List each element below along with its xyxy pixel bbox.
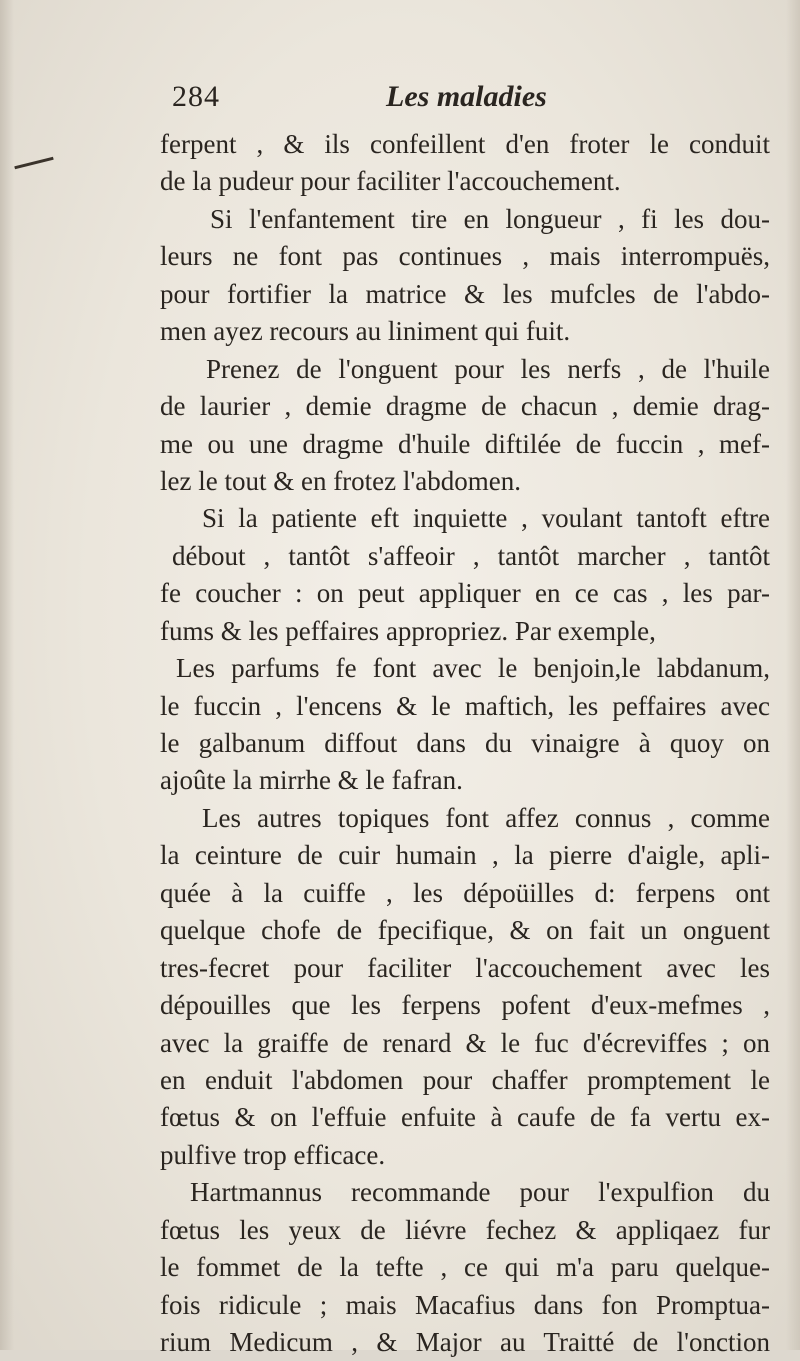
text-line: rium Medicum , & Major au Traitté de l'onction (160, 1327, 770, 1357)
page-edge-right (786, 0, 800, 1350)
text-line: de la pudeur pour faciliter l'accouchement. (160, 166, 621, 197)
page-edge-left (0, 0, 14, 1350)
text-line: ajoûte la mirrhe & le fafran. (160, 765, 463, 796)
text-line: en enduit l'abdomen pour chaffer promptement le (160, 1064, 770, 1095)
text-line: fœtus & on l'effuie enfuite à caufe de fa vertu ex- (160, 1102, 770, 1133)
text-line: me ou une dragme d'huile diftilée de fuccin , mef- (160, 428, 770, 459)
text-line: men ayez recours au liniment qui fuit. (160, 316, 571, 347)
text-line: pour fortifier la matrice & les mufcles de l'abdo- (160, 278, 770, 309)
text-line: Prenez de l'onguent pour les nerfs , de l'huile (206, 353, 770, 384)
ink-mark (14, 155, 54, 170)
text-line: fums & les peffaires appropriez. Par exemple, (160, 615, 656, 646)
text-line: pulfive trop efficace. (160, 1139, 386, 1170)
text-line: le fommet de la tefte , ce qui m'a paru quelque- (160, 1252, 770, 1283)
text-line: débout , tantôt s'affeoir , tantôt marcher , tantôt (172, 540, 770, 571)
text-line: de laurier , demie dragme de chacun , demie drag- (160, 391, 770, 422)
text-line: Hartmannus recommande pour l'expulfion du (190, 1177, 770, 1208)
text-line: tres-fecret pour faciliter l'accouchement avec les (160, 952, 770, 983)
text-line: Les parfums fe font avec le benjoin,le labdanum, (176, 653, 770, 684)
text-line: quée à la cuiffe , les dépoüilles d: ferpens ont (160, 877, 770, 908)
text-line: fois ridicule ; mais Macafius dans fon Promptua- (160, 1289, 770, 1320)
text-line: dépouilles que les ferpens pofent d'eux-mefmes , (160, 990, 770, 1021)
text-line: Si l'enfantement tire en longueur , fi les dou- (210, 203, 770, 234)
text-line: la ceinture de cuir humain , la pierre d'aigle, apli- (160, 840, 770, 871)
running-head: Les maladies (386, 80, 547, 113)
text-line: Si la patiente eft inquiette , voulant tantoft eftre (202, 503, 770, 534)
text-line: avec la graiffe de renard & le fuc d'écreviffes ; on (160, 1027, 770, 1058)
text-line: quelque chofe de fpecifique, & on fait un onguent (160, 915, 770, 946)
page-number: 284 (172, 80, 220, 113)
page-header (172, 80, 772, 120)
text-line: leurs ne font pas continues , mais interrompuës, (160, 241, 770, 272)
text-line: fe coucher : on peut appliquer en ce cas , les par- (160, 578, 770, 609)
text-line: le fuccin , l'encens & le maftich, les peffaires avec (160, 690, 770, 721)
text-line: fœtus les yeux de liévre fechez & appliqaez fur (160, 1214, 770, 1245)
text-line: le galbanum diffout dans du vinaigre à quoy on (160, 728, 770, 758)
text-line: Les autres topiques font affez connus , comme (202, 802, 770, 833)
text-line: ferpent , & ils confeillent d'en froter le conduit (160, 129, 770, 159)
body-text (160, 126, 770, 1361)
text-line: lez le tout & en frotez l'abdomen. (160, 465, 521, 496)
